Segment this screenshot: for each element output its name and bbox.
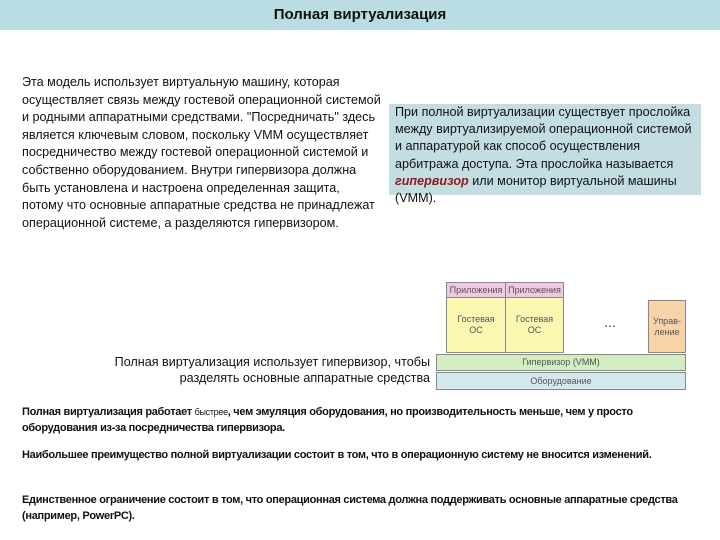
note-text-end: или монитор виртуальной машины (VMM). (395, 173, 677, 206)
hypervisor-note (389, 104, 701, 206)
paragraph-limitation: Единственное ограничение состоит в том, что операционная система должна поддерживать основные аппаратные средства (например, PowerPC). (22, 494, 678, 522)
diagram-caption (115, 354, 430, 386)
paragraph-advantage: Наибольшее преимущество полной виртуализации состоит в том, что в операционную систему не вносится изменений. (22, 449, 652, 461)
p1-text-end: , чем эмуляция оборудования, но производительность меньше, чем у просто оборудования из-за посредничества гипервизора. (22, 406, 633, 434)
hardware-box: Оборудование (436, 372, 686, 390)
paragraph-speed (22, 404, 702, 436)
slide-title: Полная виртуализация (0, 0, 720, 30)
note-text: При полной виртуализации существует прослойка между виртуализируемой операционной системой и аппаратурой как способ осуществления арбитража доступа. Эта прослойка называется (395, 105, 692, 171)
hypervisor-box: Гипервизор (VMM) (436, 354, 686, 371)
p1-text: Полная виртуализация работает (22, 406, 195, 418)
app-box-2: Приложения (505, 282, 564, 298)
management-box: Управ-ление (648, 300, 686, 353)
caption-line-2: разделять основные аппаратные средства (179, 371, 430, 385)
p1-small: быстрее (194, 407, 228, 417)
guest-os-box-1: Гостевая ОС (446, 297, 506, 353)
intro-text: Эта модель использует виртуальную машину, которая осуществляет связь между гостевой операционной системой и родными аппаратными средствами. "Посредничать" здесь является ключевым словом, поскольку VMM осуществляет посредничество между гостевой операционной системой и собственно оборудованием. Внутри гипервизора должна быть установлена и настроена определенная защита, потому что основные аппаратные средства не принадлежат операционной системе, а разделяются гипервизором. (22, 75, 381, 230)
app-box-1: Приложения (446, 282, 506, 298)
ellipsis: ... (604, 313, 616, 330)
note-highlight: гипервизор (395, 173, 469, 188)
guest-os-box-2: Гостевая ОС (505, 297, 564, 353)
caption-line-1: Полная виртуализация использует гипервизор, чтобы (114, 355, 430, 369)
